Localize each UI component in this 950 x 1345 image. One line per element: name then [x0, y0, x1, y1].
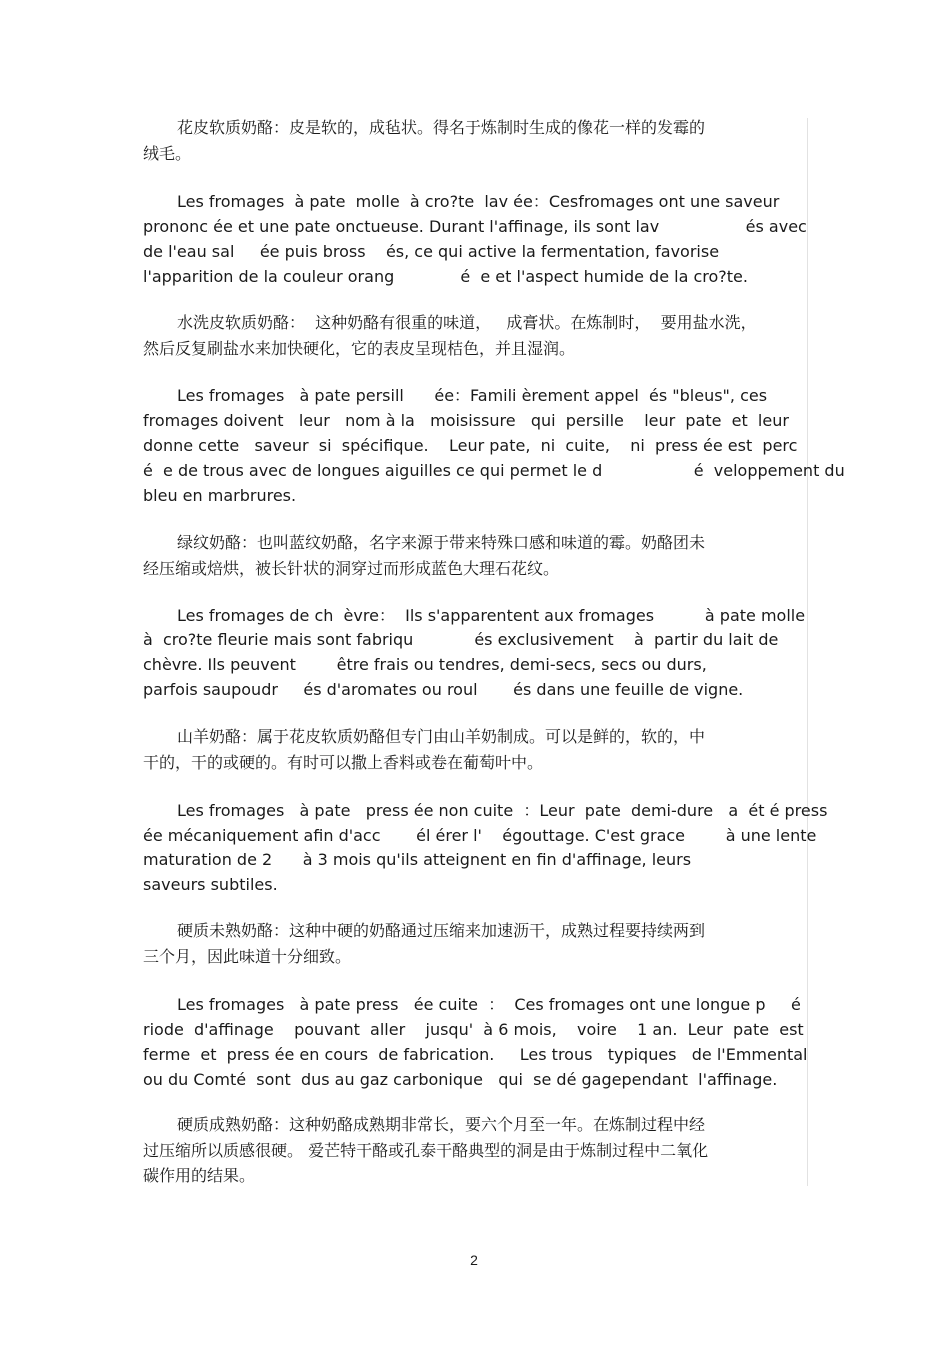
- text-line: 经压缩或焙烘，被长针状的洞穿过而形成蓝色大理石花纹。: [143, 559, 560, 578]
- text-line: 绿纹奶酪：也叫蓝纹奶酪，名字来源于带来特殊口感和味道的霉。奶酪团未: [177, 533, 706, 552]
- text-line: Les fromages à pate press ée non cuite ：Leur pate demi-dure a ét é press: [177, 801, 828, 820]
- page-number: 2: [470, 1252, 478, 1268]
- text-line: 干的，干的或硬的。有时可以撒上香料或卷在葡萄叶中。: [143, 753, 544, 772]
- text-line: donne cette saveur si spécifique. Leur pate, ni cuite, ni press ée est perc: [143, 436, 798, 455]
- text-line: riode d'affinage pouvant aller jusqu' à 6 mois, voire 1 an. Leur pate est: [143, 1020, 804, 1039]
- text-line: ée mécaniquement afin d'acc él érer l' égouttage. C'est grace à une lente: [143, 826, 817, 845]
- text-line: 水洗皮软质奶酪： 这种奶酪有很重的味道， 成膏状。在炼制时， 要用盐水洗，: [177, 313, 757, 332]
- text-line: Les fromages à pate persill ée：Famili èrement appel és "bleus", ces: [177, 386, 768, 405]
- text-line: maturation de 2 à 3 mois qu'ils atteignent en fin d'affinage, leurs: [143, 850, 692, 869]
- text-line: 山羊奶酪：属于花皮软质奶酪但专门由山羊奶制成。可以是鲜的，软的，中: [177, 727, 706, 746]
- text-line: à cro?te fleurie mais sont fabriqu és exclusivement à partir du lait de: [143, 630, 779, 649]
- text-line: 三个月，因此味道十分细致。: [143, 947, 352, 966]
- margin-rule: [807, 118, 808, 1186]
- text-line: parfois saupoudr és d'aromates ou roul és dans une feuille de vigne.: [143, 680, 744, 699]
- text-line: bleu en marbrures.: [143, 486, 297, 505]
- text-line: 硬质未熟奶酪：这种中硬的奶酪通过压缩来加速沥干，成熟过程要持续两到: [177, 921, 706, 940]
- text-line: ou du Comté sont dus au gaz carbonique qui se dé gagependant l'affinage.: [143, 1070, 778, 1089]
- text-line: 然后反复刷盐水来加快硬化，它的表皮呈现桔色，并且湿润。: [143, 339, 576, 358]
- text-line: de l'eau sal ée puis bross és, ce qui active la fermentation, favorise: [143, 242, 720, 261]
- text-line: 碳作用的结果。: [143, 1166, 256, 1185]
- text-line: Les fromages à pate molle à cro?te lav ée：Cesfromages ont une saveur: [177, 192, 780, 211]
- text-line: 花皮软质奶酪：皮是软的，成毡状。得名于炼制时生成的像花一样的发霉的: [177, 118, 706, 137]
- text-line: é e de trous avec de longues aiguilles ce qui permet le d é veloppement du: [143, 461, 845, 480]
- text-line: ferme et press ée en cours de fabrication. Les trous typiques de l'Emmental: [143, 1045, 808, 1064]
- text-line: chèvre. Ils peuvent être frais ou tendres, demi-secs, secs ou durs,: [143, 655, 707, 674]
- text-line: saveurs subtiles.: [143, 875, 278, 894]
- text-line: 过压缩所以质感很硬。 爱芒特干酪或孔泰干酪典型的洞是由于炼制过程中二氧化: [143, 1141, 709, 1160]
- text-line: fromages doivent leur nom à la moisissure qui persille leur pate et leur: [143, 411, 789, 430]
- text-line: 绒毛。: [143, 144, 192, 163]
- text-line: Les fromages de ch èvre： Ils s'apparentent aux fromages à pate molle: [177, 606, 806, 625]
- text-line: Les fromages à pate press ée cuite ： Ces fromages ont une longue p é: [177, 995, 801, 1014]
- text-line: 硬质成熟奶酪：这种奶酪成熟期非常长，要六个月至一年。在炼制过程中经: [177, 1115, 706, 1134]
- text-line: l'apparition de la couleur orang é e et l'aspect humide de la cro?te.: [143, 267, 748, 286]
- text-line: prononc ée et une pate onctueuse. Durant l'affinage, ils sont lav és avec: [143, 217, 807, 236]
